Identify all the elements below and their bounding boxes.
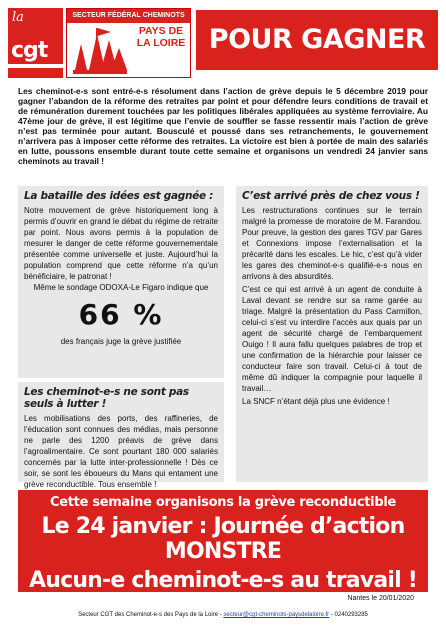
poll-percentage: 66 %: [78, 298, 164, 331]
footer: [0, 612, 446, 618]
ideas-body: Notre mouvement de grève historiquement long à permis d’ouvrir en grand le débat du régime de retraite par point. Nous avons permis à la population de mesurer le danger de cette réforme gouvernementale présentée comme universelle et juste. Aujourd’hui la population comprend que cette réforme n’a qu’un bénéficiaire, le patronat !: [24, 206, 218, 281]
near-you-paragraph-1: Les restructurations continues sur le terrain malgré la promesse de moratoire de M. Farandou. Pour preuve, la gestion des gares TGV par Gares et Connexions impose l’externalisation et la précarité dans les escales. Le hic, c’est qu’à vider les gares des cheminot-e-s qualifié-e-s nous en arrivons à des absurdités.: [242, 206, 422, 281]
footer-prefix: Secteur CGT des Cheminot-e-s des Pays de la Loire -: [78, 612, 222, 618]
poll-label: des français juge la grève justifiée: [60, 337, 182, 346]
sector-label: SECTEUR FÉDÉRAL CHEMINOTS: [67, 9, 190, 23]
logo-cgt-text: cgt: [11, 38, 48, 63]
cta-line-2: Le 24 janvier : Journée d’action MONSTRE: [41, 514, 405, 564]
cgt-logo: [8, 8, 63, 78]
not-alone-title: Les cheminot-e-s ne sont pas seuls à lutter !: [24, 386, 189, 410]
cta-line-3: Aucun-e cheminot-e-s au travail !: [28, 568, 418, 593]
cta-line-1: Cette semaine organisons la grève reconductible: [49, 495, 397, 510]
intro-paragraph: Les cheminot-e-s sont entré-e-s résolument dans l’action de grève depuis le 5 décembre 2019 pour gagner l’abandon de la réforme des retraites par point et pour défendre leurs conditions de travail et de rémunération durement touchées par les politiques libérales appliquées au système ferroviaire. Au 47ème jour de grève, il est légitime que l’envie de souffler se fasse ressentir mais l’action de grève n’est pas terminée pour autant. Bousculé et poussé dans ses retranchements, le gouvernement n’arrivera pas à imposer cette réforme des retraites. La victoire est bien à portée de main des salariés en lutte, poussons ensemble durant toute cette semaine et organisons un vendredi 24 janvier sans cheminots au travail !: [18, 86, 428, 166]
region-label: PAYS DE LA LOIRE: [136, 25, 186, 49]
crowd-flag-icon: [71, 26, 129, 76]
logo-la-text: la: [12, 10, 24, 25]
date-line: Nantes le 20/01/2020: [347, 595, 414, 602]
footer-phone: - 0240293285: [330, 612, 368, 618]
ideas-panel: [18, 186, 224, 378]
call-to-action-banner: [18, 490, 428, 592]
sector-logo: [66, 8, 191, 78]
not-alone-panel: [18, 382, 224, 489]
near-you-title: C’est arrivé près de chez vous !: [242, 190, 420, 202]
sondage-text: Même le sondage ODOXA-Le Figaro indique que: [33, 283, 209, 292]
page-title: POUR GAGNER: [196, 10, 438, 70]
near-you-panel: [236, 186, 428, 482]
ideas-title: La bataille des idées est gagnée :: [24, 190, 214, 202]
header: [8, 8, 438, 78]
near-you-paragraph-2: C’est ce qui est arrivé à un agent de conduite à Laval devant se rendre sur sa rame garée au triage. Malgré la présentation du Pass Carmillon, celui-ci s’est vu interdire l’accès aux quais par un agent de sécurité chargé de l’embarquement Ouigo ! Il aura fallu quelques palabres de trop et une confirmation de la hiérarchie pour laisser ce conducteur faire son travail. Celui-ci à tout de même dû indiquer la compagnie pour laquelle il travail…: [242, 285, 422, 393]
near-you-paragraph-3: La SNCF n’étant déjà plus une évidence !: [242, 397, 390, 406]
logo-bar: [8, 64, 63, 68]
left-column: [18, 186, 224, 489]
not-alone-body: Les mobilisations des ports, des raffineries, de l’éducation sont connues des médias, mais personne ne parle des 1200 préavis de grève dans l’agroalimentaire. Ce sont pourtant 180 000 salariés concernés par la lutte inter-professionnelle ! Dès ce soir, se sont les éboueurs du Mans qui entament une grève reconductible. Tous ensemble !: [24, 414, 218, 489]
footer-email-link[interactable]: secteur@cgt-cheminots-paysdelaloire.fr: [223, 612, 330, 618]
